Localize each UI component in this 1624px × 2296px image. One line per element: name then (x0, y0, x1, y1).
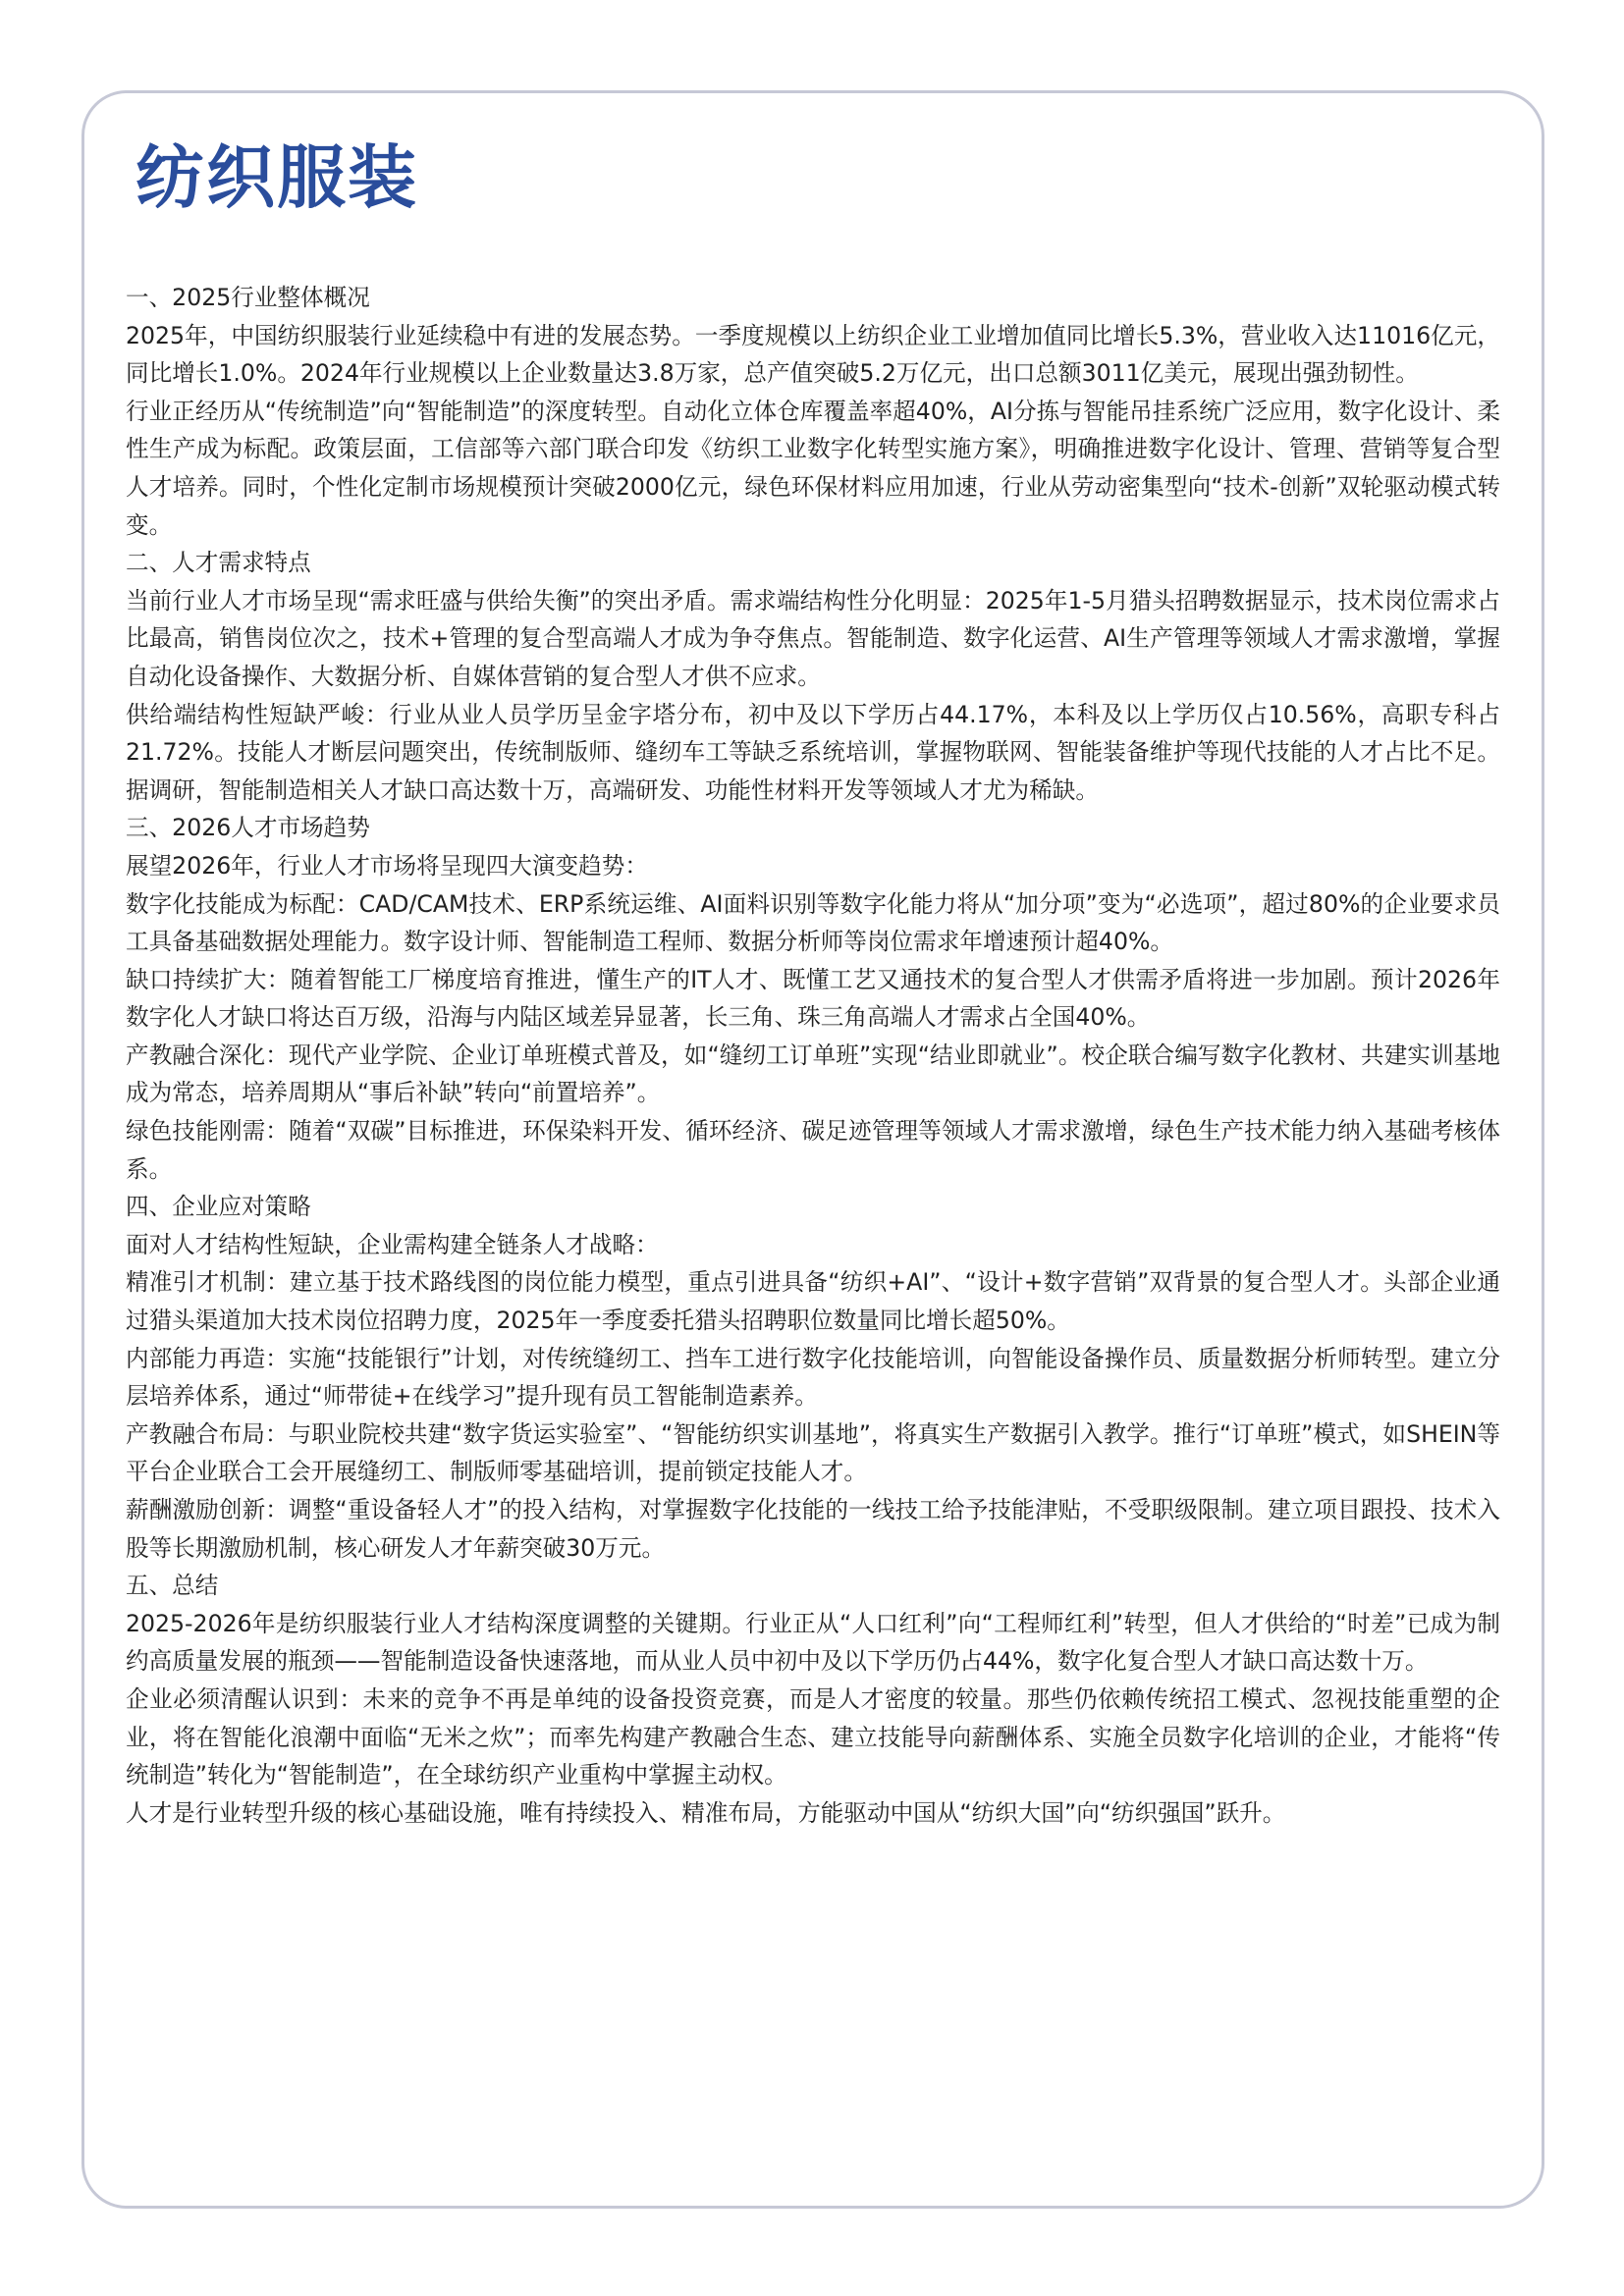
paragraph: 供给端结构性短缺严峻：行业从业人员学历呈金字塔分布，初中及以下学历占44.17%，本科及以上学历仅占10.56%，高职专科占21.72%。技能人才断层问题突出，传统制版师、缝纫车工等缺乏系统培训，掌握物联网、智能装备维护等现代技能的人才占比不足。据调研，智能制造相关人才缺口高达数十万，高端研发、功能性材料开发等领域人才尤为稀缺。 (126, 700, 1500, 804)
section-heading-strategies: 四、企业应对策略 (126, 1193, 311, 1221)
paragraph: 绿色技能刚需：随着“双碳”目标推进，环保染料开发、循环经济、碳足迹管理等领域人才需求激增，绿色生产技术能力纳入基础考核体系。 (126, 1117, 1500, 1183)
section-heading-summary: 五、总结 (126, 1572, 219, 1600)
article-body (126, 279, 1500, 1832)
section-heading-2026-trends: 三、2026人才市场趋势 (126, 814, 370, 842)
paragraph: 人才是行业转型升级的核心基础设施，唯有持续投入、精准布局，方能驱动中国从“纺织大国”向“纺织强国”跃升。 (126, 1798, 1286, 1827)
paragraph: 缺口持续扩大：随着智能工厂梯度培育推进，懂生产的IT人才、既懂工艺又通技术的复合型人才供需矛盾将进一步加剧。预计2026年数字化人才缺口将达百万级，沿海与内陆区域差异显著，长三角、珠三角高端人才需求占全国40%。 (126, 965, 1500, 1032)
paragraph: 面对人才结构性短缺，企业需构建全链条人才战略： (126, 1230, 659, 1258)
page-title: 纺织服装 (135, 137, 418, 218)
paragraph: 展望2026年，行业人才市场将呈现四大演变趋势： (126, 851, 648, 880)
paragraph: 2025-2026年是纺织服装行业人才结构深度调整的关键期。行业正从“人口红利”向“工程师红利”转型，但人才供给的“时差”已成为制约高质量发展的瓶颈——智能制造设备快速落地，而从业人员中初中及以下学历仍占44%，数字化复合型人才缺口高达数十万。 (126, 1609, 1500, 1676)
section-heading-overview: 一、2025行业整体概况 (126, 284, 370, 311)
paragraph: 精准引才机制：建立基于技术路线图的岗位能力模型，重点引进具备“纺织+AI”、“设计+数字营销”双背景的复合型人才。头部企业通过猎头渠道加大技术岗位招聘力度，2025年一季度委托猎头招聘职位数量同比增长超50%。 (126, 1268, 1500, 1335)
paragraph: 企业必须清醒认识到：未来的竞争不再是单纯的设备投资竞赛，而是人才密度的较量。那些仍依赖传统招工模式、忽视技能重塑的企业，将在智能化浪潮中面临“无米之炊”；而率先构建产教融合生态、建立技能导向薪酬体系、实施全员数字化培训的企业，才能将“传统制造”转化为“智能制造”，在全球纺织产业重构中掌握主动权。 (126, 1684, 1500, 1789)
section-heading-talent-demand: 二、人才需求特点 (126, 549, 311, 577)
paragraph: 当前行业人才市场呈现“需求旺盛与供给失衡”的突出矛盾。需求端结构性分化明显：2025年1-5月猎头招聘数据显示，技术岗位需求占比最高，销售岗位次之，技术+管理的复合型高端人才成为争夺焦点。智能制造、数字化运营、AI生产管理等领域人才需求激增，掌握自动化设备操作、大数据分析、自媒体营销的复合型人才供不应求。 (126, 586, 1500, 690)
paragraph: 产教融合深化：现代产业学院、企业订单班模式普及，如“缝纫工订单班”实现“结业即就业”。校企联合编写数字化教材、共建实训基地成为常态，培养周期从“事后补缺”转向“前置培养”。 (126, 1041, 1500, 1107)
paragraph: 行业正经历从“传统制造”向“智能制造”的深度转型。自动化立体仓库覆盖率超40%，AI分拣与智能吊挂系统广泛应用，数字化设计、柔性生产成为标配。政策层面，工信部等六部门联合印发《纺织工业数字化转型实施方案》，明确推进数字化设计、管理、营销等复合型人才培养。同时，个性化定制市场规模预计突破2000亿元，绿色环保材料应用加速，行业从劳动密集型向“技术-创新”双轮驱动模式转变。 (126, 397, 1500, 539)
paragraph: 2025年，中国纺织服装行业延续稳中有进的发展态势。一季度规模以上纺织企业工业增加值同比增长5.3%，营业收入达11016亿元，同比增长1.0%。2024年行业规模以上企业数量达3.8万家，总产值突破5.2万亿元，出口总额3011亿美元，展现出强劲韧性。 (126, 321, 1500, 388)
paragraph: 产教融合布局：与职业院校共建“数字货运实验室”、“智能纺织实训基地”，将真实生产数据引入教学。推行“订单班”模式，如SHEIN等平台企业联合工会开展缝纫工、制版师零基础培训，提前锁定技能人才。 (126, 1419, 1500, 1486)
paragraph: 薪酬激励创新：调整“重设备轻人才”的投入结构，对掌握数字化技能的一线技工给予技能津贴，不受职级限制。建立项目跟投、技术入股等长期激励机制，核心研发人才年薪突破30万元。 (126, 1496, 1500, 1562)
paragraph: 数字化技能成为标配：CAD/CAM技术、ERP系统运维、AI面料识别等数字化能力将从“加分项”变为“必选项”，超过80%的企业要求员工具备基础数据处理能力。数字设计师、智能制造工程师、数据分析师等岗位需求年增速预计超40%。 (126, 889, 1500, 956)
paragraph: 内部能力再造：实施“技能银行”计划，对传统缝纫工、挡车工进行数字化技能培训，向智能设备操作员、质量数据分析师转型。建立分层培养体系，通过“师带徒+在线学习”提升现有员工智能制造素养。 (126, 1344, 1500, 1411)
